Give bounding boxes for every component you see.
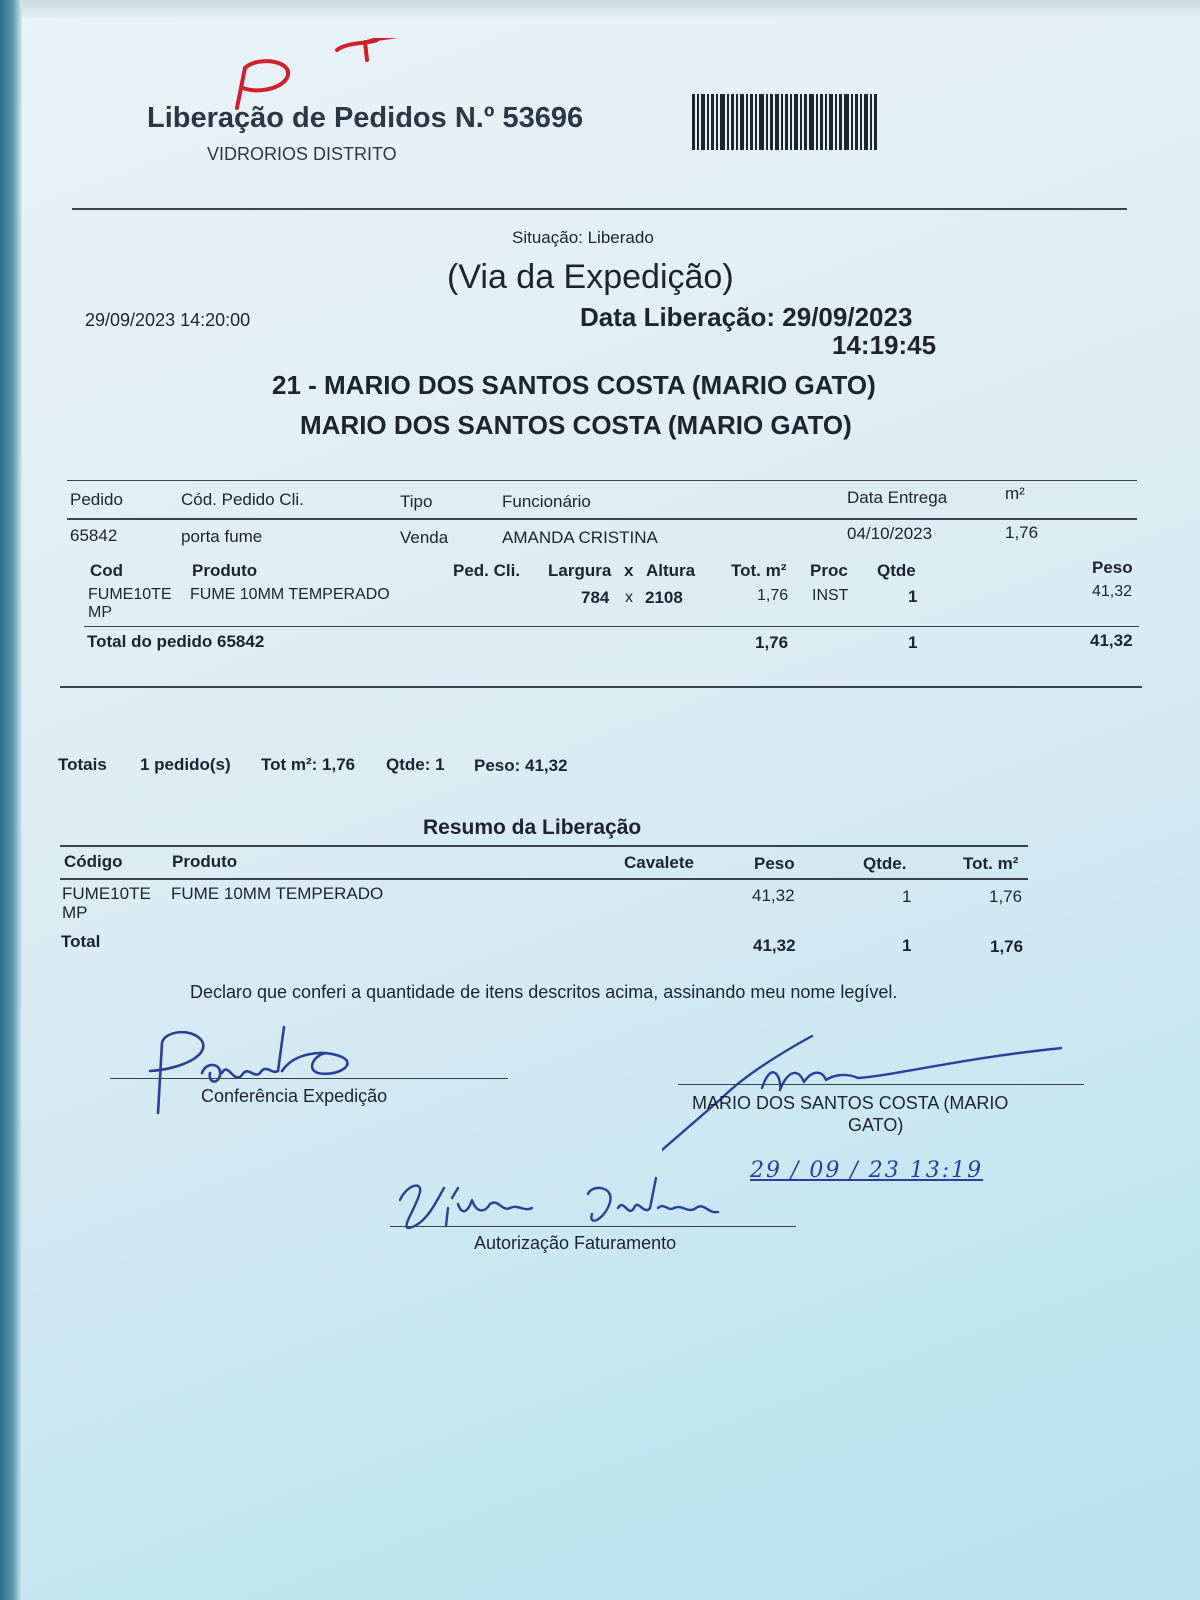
item-header-altura: Altura bbox=[646, 561, 696, 580]
summary-produto: FUME 10MM TEMPERADO bbox=[171, 884, 384, 903]
summary-header-peso: Peso bbox=[754, 854, 795, 873]
order-total-qtde: 1 bbox=[908, 633, 918, 652]
copy-label: (Via da Expedição) bbox=[447, 258, 734, 296]
order-m2: 1,76 bbox=[1005, 523, 1039, 542]
summary-title: Resumo da Liberação bbox=[423, 816, 642, 839]
document-title: Liberação de Pedidos N.º 53696 bbox=[147, 102, 584, 134]
header-divider bbox=[72, 208, 1127, 210]
summary-qtde: 1 bbox=[902, 887, 912, 906]
background-top-edge bbox=[22, 0, 1200, 18]
item-header-peso: Peso bbox=[1092, 558, 1133, 577]
item-tot-m2: 1,76 bbox=[757, 587, 789, 604]
item-x: x bbox=[625, 589, 633, 606]
item-header-ped-cli: Ped. Cli. bbox=[453, 561, 521, 580]
conferencia-label: Conferência Expedição bbox=[201, 1086, 388, 1106]
totals-pedidos: 1 pedido(s) bbox=[140, 755, 231, 774]
item-produto: FUME 10MM TEMPERADO bbox=[190, 586, 390, 603]
totals-peso: Peso: 41,32 bbox=[474, 756, 568, 775]
order-header-cod-pedido-cli: Cód. Pedido Cli. bbox=[181, 490, 304, 509]
totals-tot-m2: Tot m²: 1,76 bbox=[261, 755, 356, 774]
barcode bbox=[692, 94, 882, 150]
item-header-proc: Proc bbox=[810, 561, 848, 580]
item-header-largura: Largura bbox=[548, 561, 612, 580]
conferencia-signature-line bbox=[110, 1078, 508, 1079]
order-cod-pedido-cli: porta fume bbox=[181, 527, 263, 546]
order-header-data-entrega: Data Entrega bbox=[847, 488, 948, 507]
order-section-divider bbox=[60, 686, 1142, 688]
autorizacao-label: Autorização Faturamento bbox=[474, 1233, 677, 1253]
handwritten-date: 29 / 09 / 23 13:19 bbox=[750, 1158, 984, 1183]
order-header-tipo: Tipo bbox=[400, 492, 433, 511]
summary-top-border bbox=[60, 845, 1028, 847]
release-date: Data Liberação: 29/09/2023 bbox=[580, 302, 913, 332]
summary-codigo-line1: FUME10TE bbox=[62, 884, 151, 903]
order-header-m2: m² bbox=[1005, 484, 1025, 503]
document-sheet bbox=[22, 18, 1200, 1600]
totals-label: Totais bbox=[58, 755, 107, 774]
summary-header-qtde: Qtde. bbox=[863, 854, 907, 873]
signature-autorizacao bbox=[392, 1168, 752, 1238]
summary-header-tot-m2: Tot. m² bbox=[963, 854, 1019, 873]
item-peso: 41,32 bbox=[1092, 583, 1133, 600]
autorizacao-signature-line bbox=[390, 1226, 796, 1227]
summary-total-label: Total bbox=[61, 932, 101, 951]
order-header-funcionario: Funcionário bbox=[502, 492, 591, 511]
cliente-name-line1: MARIO DOS SANTOS COSTA (MARIO bbox=[692, 1093, 1009, 1113]
item-altura: 2108 bbox=[645, 588, 683, 607]
order-data-entrega: 04/10/2023 bbox=[847, 524, 933, 543]
item-proc: INST bbox=[812, 587, 849, 604]
item-qtde: 1 bbox=[908, 587, 918, 606]
item-cod-line2: MP bbox=[88, 604, 112, 621]
customer-name: MARIO DOS SANTOS COSTA (MARIO GATO) bbox=[300, 410, 852, 440]
order-total-label: Total do pedido 65842 bbox=[87, 632, 265, 651]
cliente-signature-line bbox=[678, 1084, 1084, 1085]
item-header-tot-m2: Tot. m² bbox=[731, 561, 787, 580]
order-tipo: Venda bbox=[400, 528, 449, 547]
summary-tot-m2: 1,76 bbox=[989, 887, 1023, 906]
declaration-text: Declaro que conferi a quantidade de itens descritos acima, assinando meu nome legível. bbox=[190, 982, 898, 1002]
summary-header-divider bbox=[60, 878, 1028, 880]
summary-peso: 41,32 bbox=[752, 886, 795, 905]
item-header-qtde: Qtde bbox=[877, 561, 916, 580]
company-name: VIDRORIOS DISTRITO bbox=[207, 144, 397, 164]
order-header-pedido: Pedido bbox=[70, 490, 123, 509]
summary-codigo-line2: MP bbox=[62, 903, 88, 922]
order-table-top-border bbox=[67, 480, 1137, 481]
status-label: Situação: Liberado bbox=[512, 228, 654, 247]
item-total-divider bbox=[84, 626, 1139, 627]
summary-total-peso: 41,32 bbox=[753, 936, 796, 955]
summary-header-codigo: Código bbox=[64, 852, 123, 871]
cliente-name-line2: GATO) bbox=[848, 1115, 904, 1135]
summary-header-cavalete: Cavalete bbox=[624, 853, 694, 872]
release-time: 14:19:45 bbox=[832, 330, 937, 360]
order-header-divider bbox=[67, 518, 1137, 520]
totals-qtde: Qtde: 1 bbox=[386, 755, 445, 774]
signature-cliente bbox=[662, 1018, 1062, 1158]
item-cod-line1: FUME10TE bbox=[88, 586, 172, 603]
summary-total-qtde: 1 bbox=[902, 936, 912, 955]
background-edge bbox=[0, 0, 22, 1600]
printed-timestamp: 29/09/2023 14:20:00 bbox=[85, 310, 251, 330]
customer-code-name: 21 - MARIO DOS SANTOS COSTA (MARIO GATO) bbox=[272, 370, 876, 400]
item-header-produto: Produto bbox=[192, 561, 258, 580]
item-largura: 784 bbox=[581, 588, 610, 607]
item-header-cod: Cod bbox=[90, 561, 124, 580]
order-total-m2: 1,76 bbox=[755, 633, 789, 652]
order-funcionario: AMANDA CRISTINA bbox=[502, 528, 658, 547]
order-pedido: 65842 bbox=[70, 526, 118, 545]
summary-header-produto: Produto bbox=[172, 852, 238, 871]
order-total-peso: 41,32 bbox=[1090, 631, 1133, 650]
item-header-x: x bbox=[624, 561, 634, 580]
summary-total-tot-m2: 1,76 bbox=[990, 937, 1024, 956]
